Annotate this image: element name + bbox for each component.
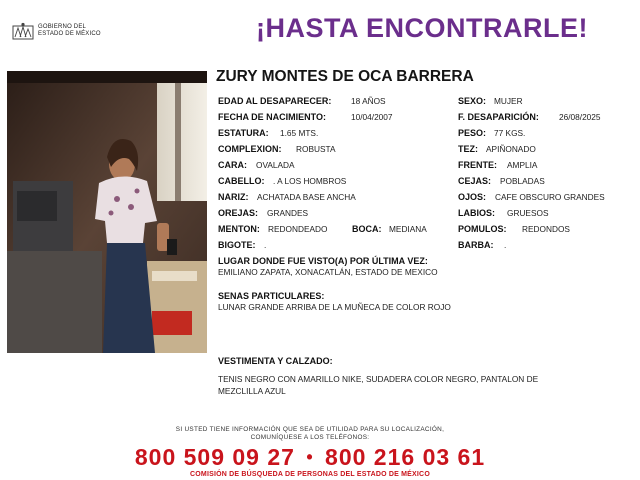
- field-cejas: CEJAS: POBLADAS: [458, 176, 545, 186]
- field-nacimiento: FECHA DE NACIMIENTO: 10/04/2007: [218, 112, 393, 122]
- field-peso: PESO: 77 KGS.: [458, 128, 526, 138]
- field-sexo: SEXO: MUJER: [458, 96, 523, 106]
- person-photo: [7, 71, 207, 353]
- field-estatura: ESTATURA: 1.65 MTS.: [218, 128, 319, 138]
- government-emblem-icon: [12, 22, 34, 40]
- field-tez: TEZ: APIÑONADO: [458, 144, 536, 154]
- field-fecha-desaparicion: F. DESAPARICIÓN: 26/08/2025: [458, 112, 601, 122]
- field-labios: LABIOS: GRUESOS: [458, 208, 549, 218]
- government-logo: [12, 22, 101, 40]
- field-complexion: COMPLEXION: ROBUSTA: [218, 144, 336, 154]
- logo-line-2: ESTADO DE MÉXICO: [38, 31, 101, 37]
- senas-heading: SENAS PARTICULARES:: [218, 291, 325, 301]
- phone-numbers: [0, 444, 620, 471]
- contact-info-line-2: COMUNÍQUESE A LOS TELÉFONOS:: [250, 434, 370, 441]
- person-name: ZURY MONTES DE OCA BARRERA: [216, 68, 474, 85]
- logo-line-1: GOBIERNO DEL: [38, 24, 87, 30]
- field-barba: BARBA: .: [458, 240, 507, 250]
- headline: ¡HASTA ENCONTRARLE!: [256, 13, 588, 43]
- person-photo-illustration: [7, 71, 207, 353]
- field-menton: MENTON: REDONDEADO: [218, 224, 328, 234]
- field-frente: FRENTE: AMPLIA: [458, 160, 538, 170]
- senas-text: LUNAR GRANDE ARRIBA DE LA MUÑECA DE COLOR ROJO: [218, 302, 451, 312]
- vestimenta-heading: VESTIMENTA Y CALZADO:: [218, 356, 333, 366]
- lugar-heading: LUGAR DONDE FUE VISTO(A) POR ÚLTIMA VEZ:: [218, 256, 428, 266]
- field-cara: CARA: OVALADA: [218, 160, 295, 170]
- field-boca: BOCA: MEDIANA: [352, 224, 427, 234]
- field-ojos: OJOS: CAFE OBSCURO GRANDES: [458, 192, 605, 202]
- lugar-text: EMILIANO ZAPATA, XONACATLÁN, ESTADO DE MEXICO: [218, 267, 438, 277]
- field-orejas: OREJAS: GRANDES: [218, 208, 309, 218]
- vestimenta-line-2: MEZCLILLA AZUL: [218, 386, 286, 396]
- footer-commission: COMISIÓN DE BÚSQUEDA DE PERSONAS DEL ESTADO DE MÉXICO: [190, 471, 430, 478]
- field-nariz: NARIZ: ACHATADA BASE ANCHA: [218, 192, 356, 202]
- phone-number-1[interactable]: 800 509 09 27: [134, 444, 295, 470]
- contact-info-line-1: SI USTED TIENE INFORMACIÓN QUE SEA DE UTILIDAD PARA SU LOCALIZACIÓN,: [175, 426, 445, 433]
- phone-number-2[interactable]: 800 216 03 61: [325, 444, 486, 470]
- field-edad: EDAD AL DESAPARECER: 18 AÑOS: [218, 96, 386, 106]
- field-pomulos: POMULOS: REDONDOS: [458, 224, 570, 234]
- field-cabello: CABELLO: . A LOS HOMBROS: [218, 176, 347, 186]
- vestimenta-line-1: TENIS NEGRO CON AMARILLO NIKE, SUDADERA COLOR NEGRO, PANTALON DE: [218, 374, 539, 384]
- field-bigote: BIGOTE: .: [218, 240, 267, 250]
- phone-separator: •: [306, 447, 314, 467]
